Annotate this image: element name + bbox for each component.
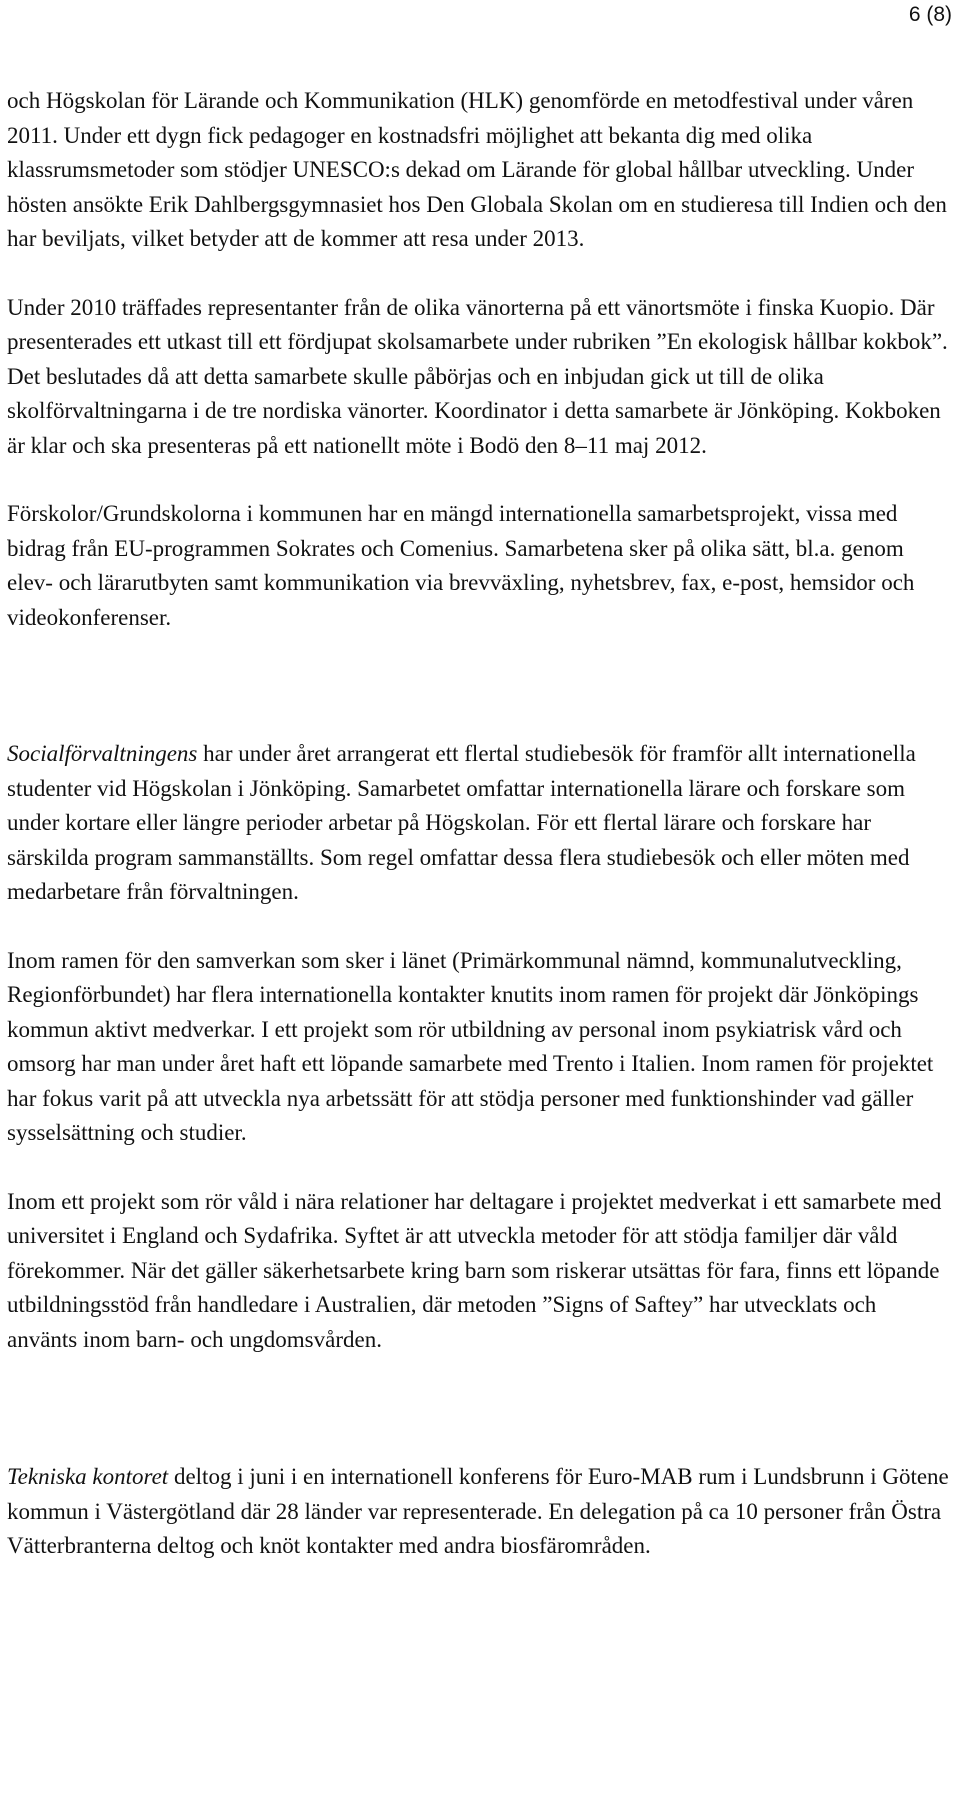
page-number: 6 (8) — [908, 3, 952, 26]
paragraph-text: deltog i juni i en internationell konferens för Euro-MAB rum i Lundsbrunn i Götene kommun i Västergötland där 28 länder var representerade. En delegation på ca 10 personer från Östra Vätterbranterna deltog och knöt kontakter med andra biosfärområden. — [7, 1464, 949, 1558]
paragraph-lanet-samverkan: Inom ramen för den samverkan som sker i länet (Primärkommunal nämnd, kommunalutveckling, Regionförbundet) har flera internationella kontakter knutits inom ramen för projekt där Jönköpings kommun aktivt medverkar. I ett projekt som rör utbildning av personal inom psykiatrisk vård och omsorg har man under året haft ett löpande samarbete med Trento i Italien. Inom ramen för projektet har fokus varit på att utveckla nya arbetssätt för att stödja personer med funktionshinder vad gäller sysselsättning och studier. — [7, 947, 934, 1145]
paragraph-metodfestival: och Högskolan för Lärande och Kommunikation (HLK) genomförde en metodfestival under våren 2011. Under ett dygn fick pedagoger en kostnadsfri möjlighet att bekanta dig med olika klassrumsmetoder som stödjer UNESCO:s dekad om Lärande för global hållbar utveckling. Under hösten ansökte Erik Dahlbergsgymnasiet hos Den Globala Skolan om en studieresa till Indien och den har beviljats, vilket betyder att de kommer att resa under 2013. — [7, 88, 947, 251]
paragraph-lead-italic: Socialförvaltningens — [7, 741, 198, 766]
paragraph-lead-italic: Tekniska kontoret — [7, 1464, 169, 1489]
paragraph-socialforvaltningen — [7, 737, 952, 910]
paragraph-tekniska-kontoret — [7, 1460, 952, 1564]
paragraph-text: har under året arrangerat ett flertal studiebesök för framför allt internationella studenter vid Högskolan i Jönköping. Samarbetet omfattar internationella lärare och forskare som under kortare eller längre perioder arbetar på Högskolan. För ett flertal lärare och forskare har särskilda program sammanställts. Som regel omfattar dessa flera studiebesök och eller möten med medarbetare från förvaltningen. — [7, 741, 916, 904]
document-body — [7, 84, 952, 1564]
paragraph-vanortsmote: Under 2010 träffades representanter från de olika vänorterna på ett vänortsmöte i finska Kuopio. Där presenterades ett utkast till ett fördjupat skolsamarbete under rubriken ”En ekologisk hållbar kokbok”. Det beslutades då att detta samarbete skulle påbörjas och en inbjudan gick ut till de olika skolförvaltningarna i de tre nordiska vänorter. Koordinator i detta samarbete är Jönköping. Kokboken är klar och ska presenteras på ett nationellt möte i Bodö den 8–11 maj 2012. — [7, 294, 948, 458]
paragraph-forskolor: Förskolor/Grundskolorna i kommunen har en mängd internationella samarbetsprojekt, vissa med bidrag från EU-programmen Sokrates och Comenius. Samarbetena sker på olika sätt, bl.a. genom elev- och lärarutbyten samt kommunikation via brevväxling, nyhetsbrev, fax, e-post, hemsidor och videokonferenser. — [7, 501, 915, 630]
paragraph-vald-projekt: Inom ett projekt som rör våld i nära relationer har deltagare i projektet medverkat i ett samarbete med universitet i England och Sydafrika. Syftet är att utveckla metoder för att stödja familjer där våld förekommer. När det gäller säkerhetsarbete kring barn som riskerar utsättas för fara, finns ett löpande utbildningsstöd från handledare i Australien, där metoden ”Signs of Saftey” har utvecklats och använts inom barn- och ungdomsvården. — [7, 1188, 942, 1352]
